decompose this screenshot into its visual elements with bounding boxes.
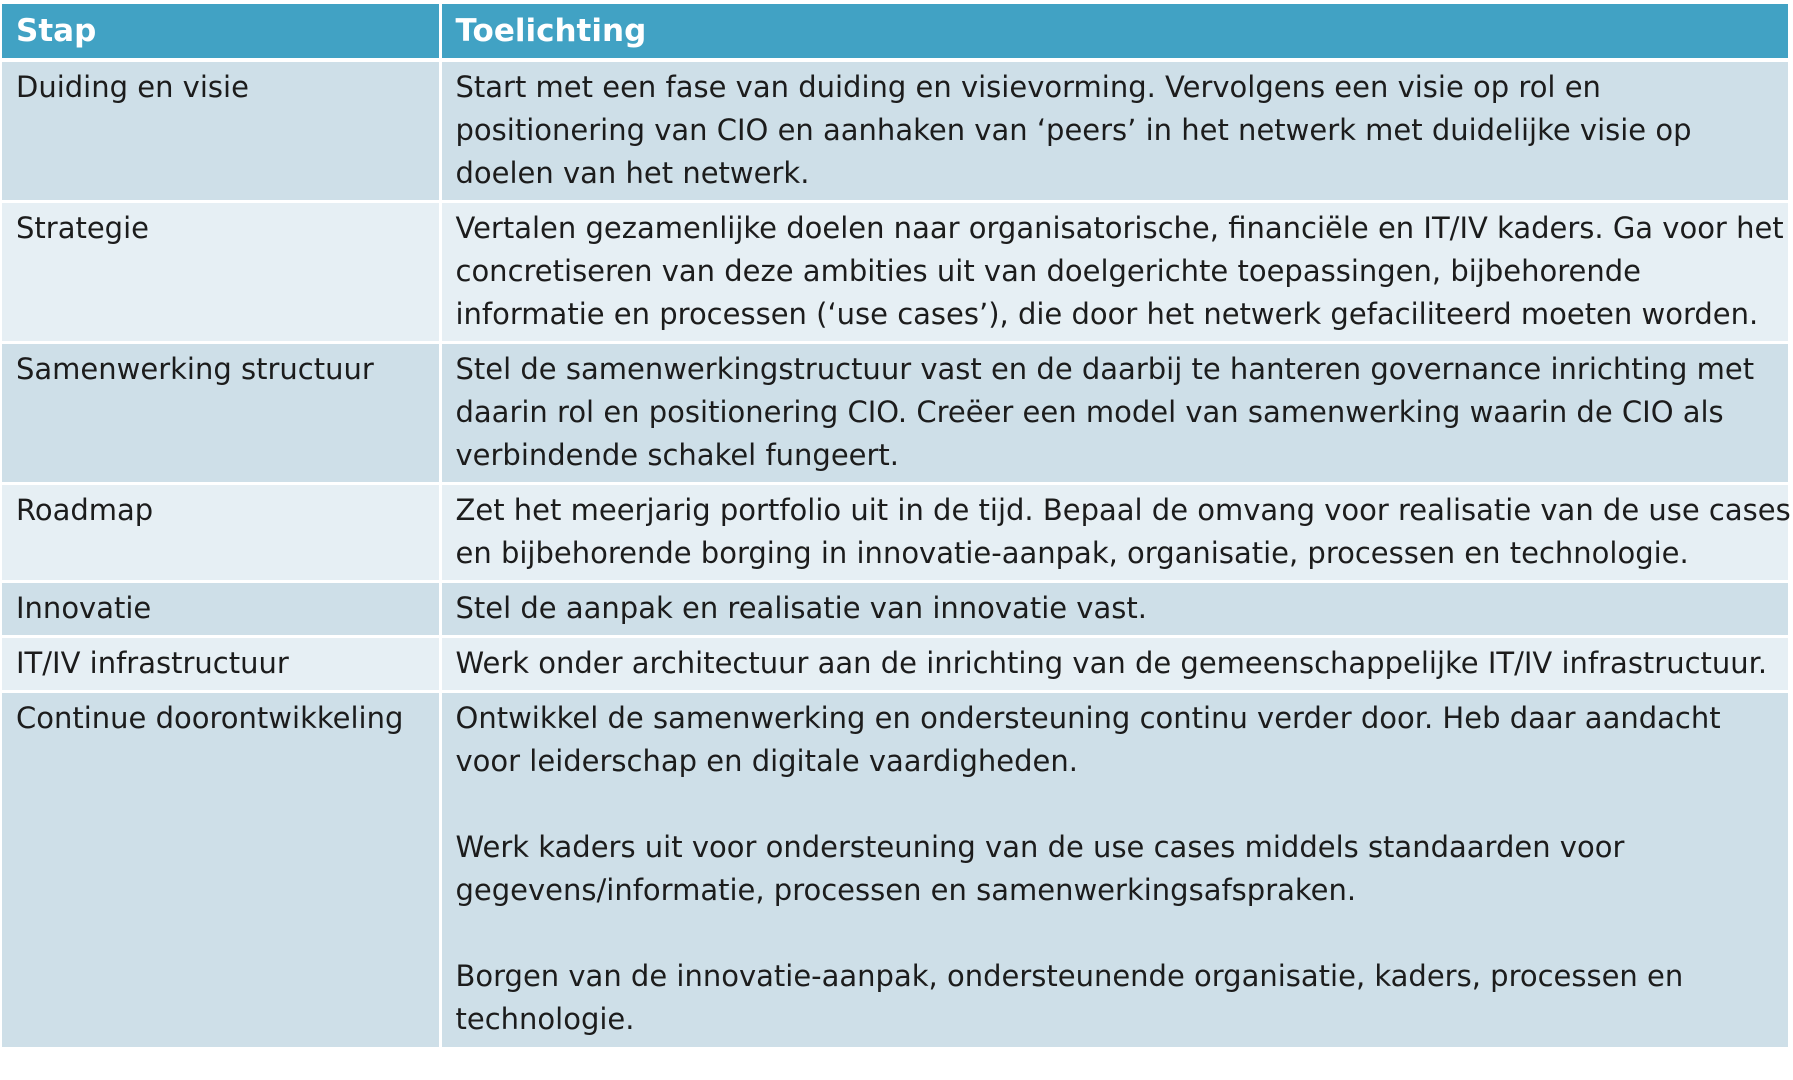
table-row	[2, 343, 1788, 484]
table-row	[2, 202, 1788, 343]
explanation-cell	[440, 692, 1788, 1048]
header-explanation: Toelichting	[440, 4, 1788, 60]
step-cell: Strategie	[2, 202, 440, 343]
explanation-paragraph: Borgen van de innovatie-aanpak, ondersteunende organisatie, kaders, processen en technologie.	[455, 959, 1684, 1036]
explanation-paragraph: Stel de aanpak en realisatie van innovatie vast.	[455, 591, 1147, 625]
explanation-paragraph: Ontwikkel de samenwerking en ondersteuning continu verder door. Heb daar aandacht voor leiderschap en digitale vaardigheden.	[455, 701, 1721, 778]
header-step: Stap	[2, 4, 440, 60]
table-row	[2, 692, 1788, 1048]
steps-table-container	[2, 4, 1791, 1047]
explanation-cell	[440, 582, 1788, 637]
explanation-paragraph: Werk onder architectuur aan de inrichting van de gemeenschappelijke IT/IV infrastructuur.	[455, 646, 1768, 680]
explanation-cell	[440, 60, 1788, 202]
table-row	[2, 484, 1788, 582]
explanation-cell	[440, 637, 1788, 692]
explanation-paragraph: Werk kaders uit voor ondersteuning van de use cases middels standaarden voor gegevens/informatie, processen en samenwerkingsafspraken.	[455, 830, 1625, 907]
explanation-paragraph: Vertalen gezamenlijke doelen naar organisatorische, financiële en IT/IV kaders. Ga voor het concretiseren van deze ambities uit van doelgerichte toepassingen, bijbehorende informatie en processen (‘use cases’), die door het netwerk gefaciliteerd moeten worden.	[455, 211, 1784, 331]
explanation-paragraph: Start met een fase van duiding en visievorming. Vervolgens een visie op rol en positionering van CIO en aanhaken van ‘peers’ in het netwerk met duidelijke visie op doelen van het netwerk.	[455, 70, 1692, 190]
explanation-paragraph: Stel de samenwerkingstructuur vast en de daarbij te hanteren governance inrichting met daarin rol en positionering CIO. Creëer een model van samenwerking waarin de CIO als verbindende schakel fungeert.	[455, 352, 1755, 472]
table-row	[2, 60, 1788, 202]
step-cell: IT/IV infrastructuur	[2, 637, 440, 692]
table-row	[2, 582, 1788, 637]
explanation-cell	[440, 202, 1788, 343]
step-cell: Innovatie	[2, 582, 440, 637]
explanation-cell	[440, 484, 1791, 582]
step-cell: Duiding en visie	[2, 60, 440, 202]
header-row	[2, 4, 1788, 60]
table-header	[2, 4, 1788, 60]
explanation-paragraph: Zet het meerjarig portfolio uit in de tijd. Bepaal de omvang voor realisatie van de use cases en bijbehorende borging in innovatie-aanpak, organisatie, processen en technologie.	[455, 493, 1791, 570]
table-body	[2, 60, 1791, 1047]
steps-table	[2, 4, 1791, 1047]
explanation-cell	[440, 343, 1788, 484]
step-cell: Roadmap	[2, 484, 440, 582]
table-row	[2, 637, 1788, 692]
step-cell: Continue doorontwikkeling	[2, 692, 440, 1048]
step-cell: Samenwerking structuur	[2, 343, 440, 484]
